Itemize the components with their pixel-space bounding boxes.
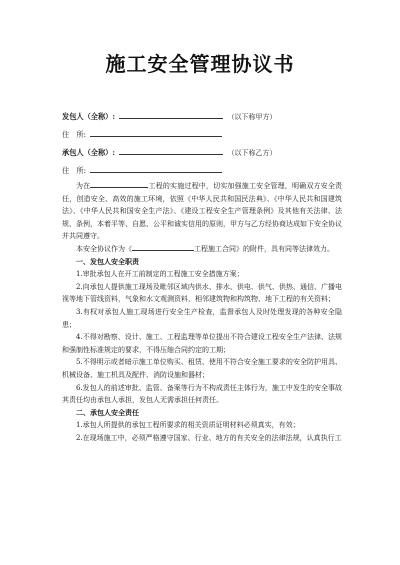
section-1-item-3: 3.有权对承包人施工现场进行安全生产检查，监督承包人及时处理发现的各种安全隐患；	[62, 307, 342, 329]
contractor-b-blank[interactable]	[119, 146, 223, 155]
section-2-item-2: 2.在现场施工中，必须严格遵守国家、行业、地方的有关安全的法律法规，认真执行工	[76, 433, 342, 442]
section-1-item-1: 1.审批承包人在开工前制定的工程施工安全措施方案；	[76, 270, 244, 279]
contract-name-blank[interactable]	[132, 243, 194, 251]
contractor-b-note: （以下称乙方）	[227, 149, 277, 157]
contractor-a-blank[interactable]	[119, 110, 223, 119]
intro-p2-prefix: 本安全协议作为《	[76, 244, 132, 253]
section-1-item-5: 5.不得明示或者暗示施工单位购买、租赁、使用不符合安全施工要求的安全防护用具、机械设备、施工机具及配件、消防设施和器材；	[62, 358, 342, 379]
section-2-item-1: 1.承包人所提供的承包工程所要求的相关资质证明材料必须真实，有效；	[76, 421, 300, 430]
intro-p2-text: 工程施工合同》的附件，具有同等法律效力。	[194, 244, 334, 253]
project-name-blank[interactable]	[90, 180, 148, 188]
document-body	[62, 180, 342, 444]
contractor-a-label: 发包人（全称）:	[62, 112, 115, 121]
contractor-a-note: （以下称甲方）	[227, 113, 277, 121]
address-a-blank[interactable]	[90, 128, 222, 137]
contractor-b-label: 承包人（全称）:	[62, 148, 115, 157]
address-b-label: 住 所:	[62, 166, 86, 175]
address-a-row	[62, 128, 224, 140]
intro-p1-prefix: 为在	[76, 182, 91, 190]
address-a-label: 住 所:	[62, 130, 86, 139]
section-1-item-4: 4.不得对勘察、设计、施工、工程监理等单位提出不符合建设工程安全生产法律、法规和强制性标准规定的要求，不得压缩合同约定的工期；	[62, 333, 342, 354]
intro-paragraph-2	[62, 243, 342, 256]
address-b-blank[interactable]	[90, 164, 222, 173]
section-1-item-6: 6.发包人的前述审批、监管、备案等行为不构成责任主体行为，施工中发生的安全事故其责任均由承包人承担，发包人无需承担任何责任。	[62, 383, 342, 405]
section-2-heading: 二、承包人安全责任	[76, 407, 139, 417]
address-b-row	[62, 164, 224, 176]
document-title: 施工安全管理协议书	[105, 52, 295, 76]
intro-p1-text: 工程的实施过程中，切实加强施工安全管理，明确双方安全责任，创造安全、高效的施工环境，依照《中华人民共和国民法典》、《中华人民共和国建筑法》、《中华人民共和国安全生产法》、《建设工程安全生产管理条例》及其他有关法律、法规、条例，本着平等、自愿、公平和诚实信用的原则，甲方与乙方经协商达成如下安全协议并共同遵守。	[62, 182, 343, 241]
contractor-a-row	[62, 110, 277, 122]
intro-paragraph-1	[62, 180, 342, 243]
contractor-b-row	[62, 146, 277, 158]
section-1-heading: 一、发包人安全职责	[76, 256, 139, 266]
section-1-item-2: 2.向承包人提供施工现场及毗邻区域内供水、排水、供电、供气、供热、通信、广播电视等地下管线资料，气象和水文观测资料，相邻建筑物和构筑物、地下工程的有关资料；	[62, 282, 342, 304]
